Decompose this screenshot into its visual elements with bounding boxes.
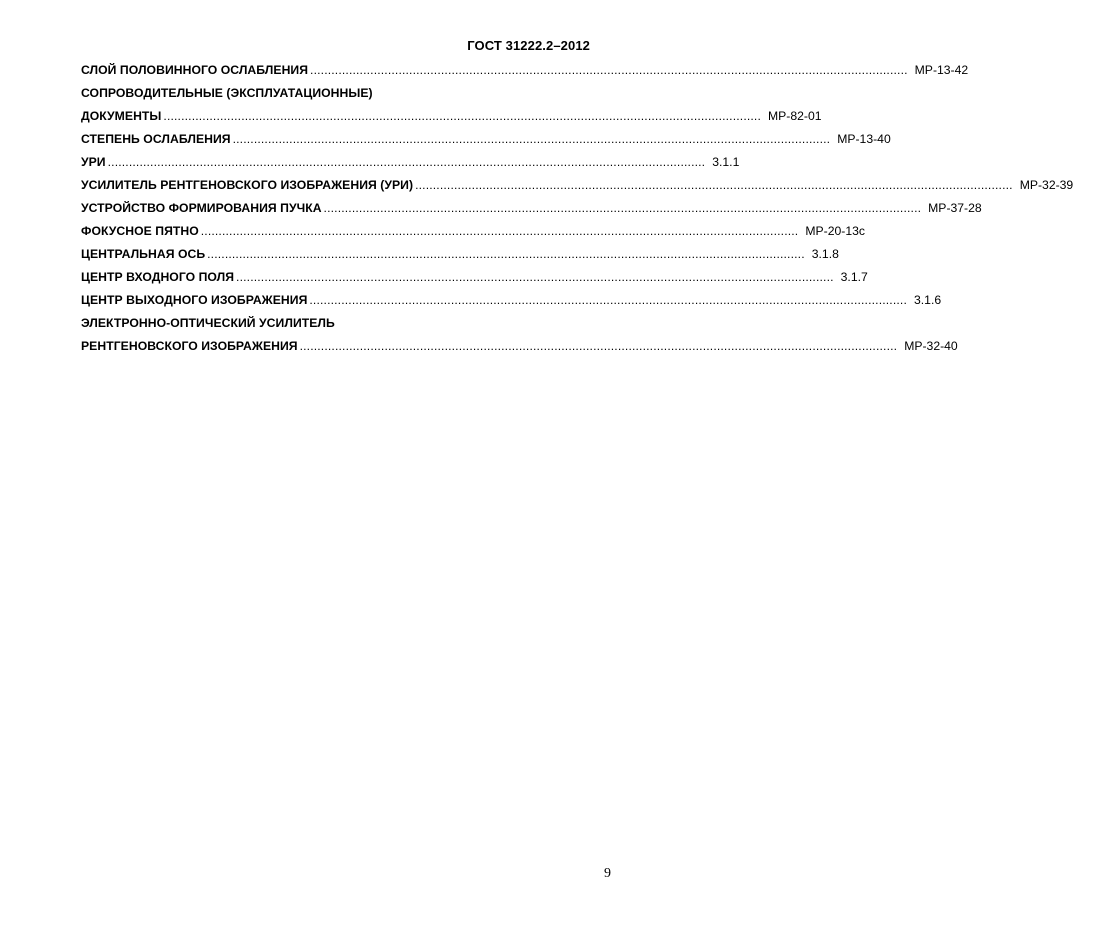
index-entry — [81, 338, 958, 361]
term-index — [81, 62, 1074, 361]
dot-leader: ......................................................................................................................................................................... — [107, 155, 706, 169]
index-reference: МР-82-01 — [768, 109, 822, 123]
page-number: 9 — [604, 866, 611, 881]
index-reference: МР-32-39 — [1019, 178, 1074, 192]
index-entry — [81, 154, 740, 177]
index-term: РЕНТГЕНОВСКОГО ИЗОБРАЖЕНИЯ — [81, 339, 298, 353]
index-entry — [81, 62, 969, 85]
index-term: СОПРОВОДИТЕЛЬНЫЕ (ЭКСПЛУАТАЦИОННЫЕ) — [81, 86, 373, 100]
index-reference: МР-32-40 — [904, 339, 958, 353]
index-term: ФОКУСНОЕ ПЯТНО — [81, 224, 199, 238]
index-term: УРИ — [81, 155, 106, 169]
index-reference: МР-37-28 — [928, 201, 982, 215]
dot-leader: ......................................................................................................................................................................... — [299, 339, 898, 353]
dot-leader: ......................................................................................................................................................................... — [232, 132, 831, 146]
index-term: ДОКУМЕНТЫ — [81, 109, 162, 123]
dot-leader: ......................................................................................................................................................................... — [163, 109, 762, 123]
index-reference: 3.1.8 — [811, 247, 839, 261]
index-reference: 3.1.7 — [840, 270, 868, 284]
index-reference: МР-13-40 — [837, 132, 891, 146]
index-term: ЦЕНТРАЛЬНАЯ ОСЬ — [81, 247, 206, 261]
index-entry — [81, 269, 868, 292]
index-entry — [81, 200, 982, 223]
index-entry — [81, 131, 891, 154]
index-reference: МР-13-42 — [914, 63, 969, 77]
index-entry — [81, 246, 839, 269]
dot-leader: ......................................................................................................................................................................... — [200, 224, 799, 238]
index-entry — [81, 85, 559, 108]
index-term: УСТРОЙСТВО ФОРМИРОВАНИЯ ПУЧКА — [81, 201, 322, 215]
index-entry — [81, 315, 559, 338]
index-reference: 3.1.6 — [914, 293, 942, 307]
dot-leader: ......................................................................................................................................................................... — [415, 178, 1013, 192]
index-term: ЦЕНТР ВЫХОДНОГО ИЗОБРАЖЕНИЯ — [81, 293, 308, 307]
index-entry — [81, 108, 822, 131]
dot-leader: ......................................................................................................................................................................... — [207, 247, 805, 261]
index-entry — [81, 223, 865, 246]
document-header: ГОСТ 31222.2–2012 — [467, 38, 590, 53]
index-reference: 3.1.1 — [712, 155, 740, 169]
index-entry — [81, 177, 1074, 200]
index-entry — [81, 292, 942, 315]
index-term: СЛОЙ ПОЛОВИННОГО ОСЛАБЛЕНИЯ — [81, 63, 309, 77]
dot-leader: ......................................................................................................................................................................... — [310, 63, 908, 77]
index-term: СТЕПЕНЬ ОСЛАБЛЕНИЯ — [81, 132, 231, 146]
index-reference: МР-20-13с — [805, 224, 865, 238]
dot-leader: ......................................................................................................................................................................... — [323, 201, 922, 215]
dot-leader: ......................................................................................................................................................................... — [236, 270, 834, 284]
dot-leader: ......................................................................................................................................................................... — [309, 293, 907, 307]
index-term: УСИЛИТЕЛЬ РЕНТГЕНОВСКОГО ИЗОБРАЖЕНИЯ (УРИ) — [81, 178, 414, 192]
index-term: ЭЛЕКТРОННО-ОПТИЧЕСКИЙ УСИЛИТЕЛЬ — [81, 316, 335, 330]
index-term: ЦЕНТР ВХОДНОГО ПОЛЯ — [81, 270, 235, 284]
